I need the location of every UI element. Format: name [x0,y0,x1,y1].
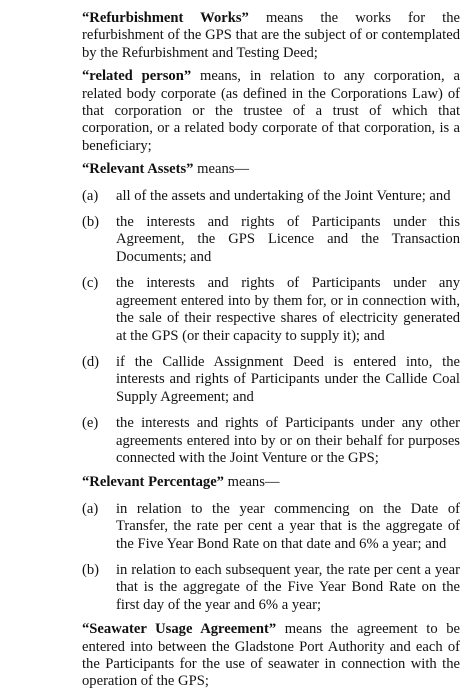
defined-term: “related person” [82,68,192,85]
item-label: (d) [82,353,100,370]
list-item [82,562,460,614]
defined-term: “Relevant Assets” [82,161,194,178]
item-label: (e) [82,415,99,432]
definition-text: means— [223,474,280,491]
item-text: all of the assets and undertaking of the Joint Venture; and [116,187,451,204]
list-item [82,275,460,345]
definition-relevant-assets [82,161,460,178]
list-item [82,214,460,266]
list-item [82,354,460,406]
definition-seawater-usage-agreement [82,621,460,691]
definition-relevant-percentage [82,474,460,491]
item-label: (a) [82,187,99,204]
item-label: (b) [82,561,100,578]
definition-refurbishment-works [82,10,460,62]
item-text: the interests and rights of Participants under any agreement entered into by them for, or in connection with, the sale of their respective shares of electricity generated at the GPS (or their capacity to supply it); and [116,275,460,344]
item-label: (a) [82,500,99,517]
definition-related-person [82,68,460,155]
definition-text: means— [193,161,250,178]
item-text: the interests and rights of Participants under any other agreements entered into by or on their behalf for purposes connected with the Joint Venture or the GPS; [116,415,460,466]
definition-text: means the works for the refurbishment of the GPS that are the subject of or contemplated by the Refurbishment and Testing Deed; [82,10,460,61]
definition-text: means, in relation to any corporation, a related body corporate (as defined in the Corporations Law) of that corporation or the trustee of a trust of which that corporation, or a related body corporate of that corporation, is a beneficiary; [82,68,460,154]
item-text: in relation to each subsequent year, the rate per cent a year that is the aggregate of the Five Year Bond Rate on the first day of the year and 6% a year; [116,561,460,613]
list-item [82,501,460,553]
list-item [82,415,460,467]
item-text: if the Callide Assignment Deed is entered into, the interests and rights of Participants under the Callide Coal Supply Agreement; and [116,353,460,405]
definition-text: means the agreement to be entered into between the Gladstone Port Authority and each of the Participants for the use of seawater in connection with the operation of the GPS; [82,621,460,690]
item-text: in relation to the year commencing on the Date of Transfer, the rate per cent a year that is the aggregate of the Five Year Bond Rate on that date and 6% a year; and [116,500,460,552]
item-label: (c) [82,275,99,292]
list-item [82,188,460,205]
document-page [82,10,460,691]
item-text: the interests and rights of Participants under this Agreement, the GPS Licence and the Transaction Documents; and [116,214,460,265]
defined-term: “Seawater Usage Agreement” [82,621,277,638]
defined-term: “Relevant Percentage” [82,474,224,491]
item-label: (b) [82,214,100,231]
defined-term: “Refurbishment Works” [82,10,249,26]
